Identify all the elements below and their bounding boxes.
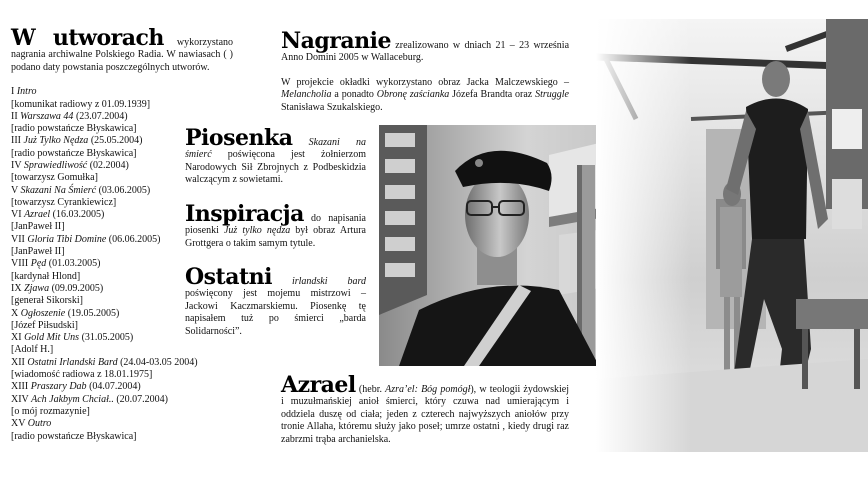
track-title: Praszary Dab: [30, 381, 87, 393]
track-item: [11, 381, 233, 393]
cover-text-3: Józefa Brandta oraz: [449, 89, 536, 101]
cover-title-3: Struggle: [535, 89, 569, 101]
cover-text-4: Stanisława Szukalskiego.: [281, 101, 383, 113]
track-date: (04.07.2004): [89, 381, 141, 393]
inspiration-text-2: był obraz Artura Grottgera o takim samym tytule.: [185, 225, 366, 249]
track-number: XV: [11, 418, 26, 430]
inspiration-paragraph: [185, 203, 366, 250]
track-number: II: [11, 110, 18, 122]
track-item: [11, 357, 233, 369]
track-date: (09.09.2005): [51, 282, 104, 294]
track-number: XIV: [11, 393, 29, 405]
track-date: (19.05.2005): [67, 307, 120, 319]
track-date: [radio powstańcze Błyskawica]: [11, 147, 137, 159]
track-date: (24.04-03.05 2004): [120, 356, 198, 368]
track-number: I: [11, 86, 15, 98]
recording-text: zrealizowano w dniach 21 – 23 września Anno Domini 2005 w Wallaceburg.: [281, 40, 570, 64]
track-title: Intro: [16, 86, 37, 98]
recording-heading: Nagranie: [281, 28, 391, 54]
track-title: Już Tylko Nędza: [23, 135, 89, 147]
track-date: [towarzysz Cyrankiewicz]: [11, 196, 117, 208]
azrael-text-2: ), w teologii żydowskiej i muzułmańskiej anioł śmierci, który czuwa nad umierającym i oddziela duszę od ciała; jeden z czterech najwyższych aniołów przy tronie Allaha, któremu służy jako poseł; umrze ostatni , kiedy drugi raz zabrzmi trąba archanielska.: [281, 384, 569, 445]
track-item: [11, 99, 233, 111]
track-date: [o mój rozmazynie]: [11, 405, 90, 417]
cover-title-1: Melancholia: [281, 89, 332, 101]
track-date: (23.07.2004): [75, 110, 128, 122]
track-date: [wiadomość radiowa z 18.01.1975]: [11, 369, 153, 381]
track-item: [11, 111, 233, 123]
hall-photo: [596, 19, 868, 452]
track-number: IV: [11, 160, 22, 171]
track-date: (25.05.2004): [90, 135, 143, 147]
intro-paragraph: [11, 27, 233, 74]
track-title: Warszawa 44: [20, 110, 74, 122]
track-number: V: [11, 184, 19, 196]
track-date: (16.03.2005): [52, 209, 105, 221]
track-date: (02.2004): [89, 160, 129, 171]
recording-paragraph: [281, 30, 569, 65]
track-date: [kardynał Hlond]: [11, 270, 81, 282]
track-date: [radio powstańcze Błyskawica]: [11, 430, 137, 442]
track-item: [11, 86, 233, 98]
track-number: X: [11, 307, 19, 319]
track-number: XI: [11, 332, 22, 344]
track-date: [generał Sikorski]: [11, 295, 83, 307]
track-number: IX: [11, 282, 22, 294]
azrael-heading: Azrael: [281, 372, 356, 398]
inspiration-text-1: do napisania piosenki: [185, 213, 366, 237]
track-number: VI: [11, 209, 22, 221]
track-item: [11, 418, 233, 430]
cover-design-paragraph: [281, 77, 569, 114]
track-title: Gloria Tibi Domine: [27, 233, 107, 245]
track-date: (03.06.2005): [98, 184, 151, 196]
intro-text: wykorzystano nagrania archiwalne Polskiego Radia. W nawiasach ( ) podano daty powstania poszczególnych utworów.: [11, 37, 234, 73]
cover-text-2: a ponadto: [331, 89, 377, 101]
track-title: Azrael: [24, 209, 51, 221]
track-title: Ach Jakbym Chciał..: [31, 393, 114, 405]
song-paragraph: [185, 127, 366, 187]
track-number: VII: [11, 233, 25, 245]
track-number: VIII: [11, 258, 29, 270]
track-date: [radio powstańcze Błyskawica]: [11, 123, 137, 135]
track-item: [11, 344, 233, 356]
song-title: Skazani na śmierć: [185, 137, 366, 161]
last-bard-heading: Ostatni: [185, 264, 272, 290]
track-date: [towarzysz Gomułka]: [11, 172, 98, 184]
azrael-text-1: (hebr.: [355, 384, 386, 395]
track-title: Skazani Na Śmierć: [20, 184, 97, 196]
track-title: Ostatni Irlandski Bard: [27, 356, 118, 368]
track-date: (06.06.2005): [108, 233, 161, 245]
track-date: [komunikat radiowy z 01.09.1939]: [11, 98, 151, 110]
track-date: [Adolf H.]: [11, 344, 54, 356]
track-number: XIII: [11, 381, 29, 393]
track-item: [11, 431, 233, 443]
track-title: Ogłoszenie: [20, 307, 66, 319]
track-number: III: [11, 135, 21, 147]
cover-title-2: Obronę zaścianka: [376, 89, 450, 101]
last-bard-paragraph: [185, 266, 366, 338]
song-text: poświęcona jest żołnierzom Narodowych Sił Zbrojnych z Podbeskidzia walczącym z sowietami.: [185, 149, 366, 186]
track-date: (01.03.2005): [48, 258, 101, 270]
intro-heading: W utworach: [11, 25, 164, 51]
last-bard-text: poświęcony jest mojemu mistrzowi – Jackowi Kaczmarskiemu. Piosenkę tę napisałem tuż po śmierci „barda Solidarności”.: [185, 288, 366, 337]
song-heading: Piosenka: [185, 125, 293, 151]
track-date: (20.07.2004): [116, 393, 169, 405]
track-item: [11, 406, 233, 418]
cover-text-1: W projekcie okładki wykorzystano obraz Jacka Malczewskiego –: [281, 77, 569, 88]
track-title: Sprawiedliwość: [23, 160, 88, 171]
track-date: [JanPaweł II]: [11, 246, 65, 258]
track-item: [11, 394, 233, 406]
track-item: [11, 369, 233, 381]
track-title: Outro: [27, 418, 52, 430]
azrael-paragraph: [281, 374, 569, 446]
inspiration-title: Już tylko nędza: [223, 225, 291, 237]
track-title: Pęd: [30, 258, 47, 270]
azrael-title: Azra’el: Bóg pomógł: [385, 384, 471, 395]
track-title: Zjawa: [24, 282, 50, 294]
track-date: (31.05.2005): [81, 332, 134, 344]
last-bard-title: irlandski bard: [291, 276, 366, 287]
track-title: Gold Mit Uns: [24, 332, 80, 344]
inspiration-heading: Inspiracja: [185, 201, 304, 227]
track-number: XII: [11, 356, 25, 368]
track-date: [Józef Piłsudski]: [11, 319, 78, 331]
track-date: [JanPaweł II]: [11, 221, 65, 233]
